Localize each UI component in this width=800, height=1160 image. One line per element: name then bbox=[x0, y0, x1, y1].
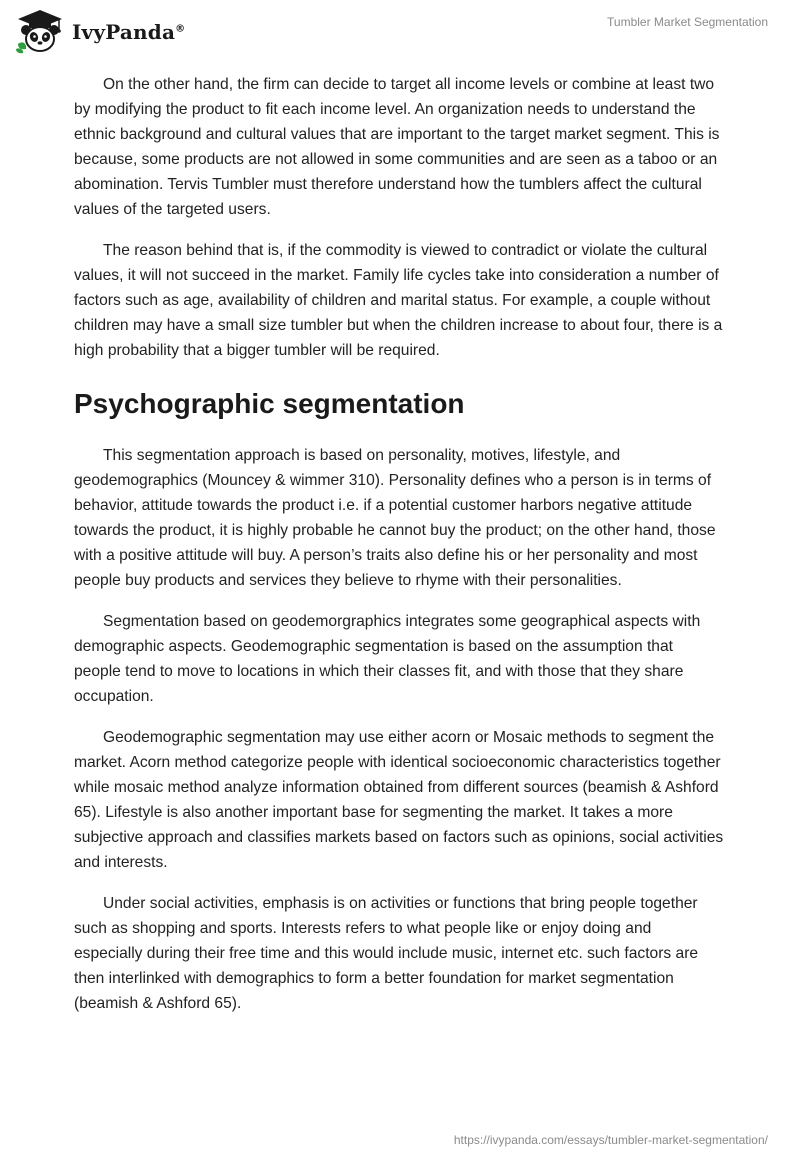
source-url[interactable]: https://ivypanda.com/essays/tumbler-market-segmentation/ bbox=[453, 1133, 768, 1147]
section-heading: Psychographic segmentation bbox=[74, 388, 465, 419]
paragraph: The reason behind that is, if the commodity is viewed to contradict or violate the cultural values, it will not succeed in the market. Family life cycles take into consideration a number of factors such as age, availability of children and marital status. For example, a couple without children may have a small size tumbler but when the children increase to about four, there is a high probability that a bigger tumbler will be required. bbox=[74, 242, 723, 359]
page-header bbox=[0, 0, 800, 60]
ivypanda-logo[interactable] bbox=[14, 8, 185, 54]
logo-wordmark: IvyPanda® bbox=[72, 20, 186, 44]
paragraph: Geodemographic segmentation may use either acorn or Mosaic methods to segment the market. Acorn method categorize people with identical socioeconomic characteristics together while mosaic method analyze information obtained from different sources (beamish & Ashford 65). Lifestyle is also another important base for segmenting the market. It takes a more subjective approach and classifies markets based on factors such as opinions, social activities and interests. bbox=[74, 729, 724, 871]
essay-body bbox=[74, 72, 724, 1032]
running-title: Tumbler Market Segmentation bbox=[607, 15, 768, 29]
paragraph: Under social activities, emphasis is on activities or functions that bring people together such as shopping and sports. Interests refers to what people like or enjoy doing and especially during their free time and this would include music, internet etc. such factors are then interlinked with demographics to form a better foundation for market segmentation (beamish & Ashford 65). bbox=[74, 895, 699, 1012]
paragraph: Segmentation based on geodemorgraphics integrates some geographical aspects with demographic aspects. Geodemographic segmentation is based on the assumption that people tend to move to locations in which their classes fit, and with those that they share occupation. bbox=[74, 613, 701, 705]
paragraph: On the other hand, the firm can decide to target all income levels or combine at least two by modifying the product to fit each income level. An organization needs to understand the ethnic background and cultural values that are important to the target market segment. This is because, some products are not allowed in some communities and are seen as a taboo or an abomination. Tervis Tumbler must therefore understand how the tumblers affect the cultural values of the targeted users. bbox=[74, 76, 720, 218]
panda-graduation-cap-icon bbox=[14, 8, 66, 54]
paragraph: This segmentation approach is based on personality, motives, lifestyle, and geodemographics (Mouncey & wimmer 310). Personality defines who a person is in terms of behavior, attitude towards the product i.e. if a potential customer harbors negative attitude towards the product, it is highly probable he cannot buy the product; on the other hand, those with a positive attitude will buy. A person’s traits also define his or her personality and most people buy products and services they believe to rhyme with their personalities. bbox=[74, 447, 716, 589]
